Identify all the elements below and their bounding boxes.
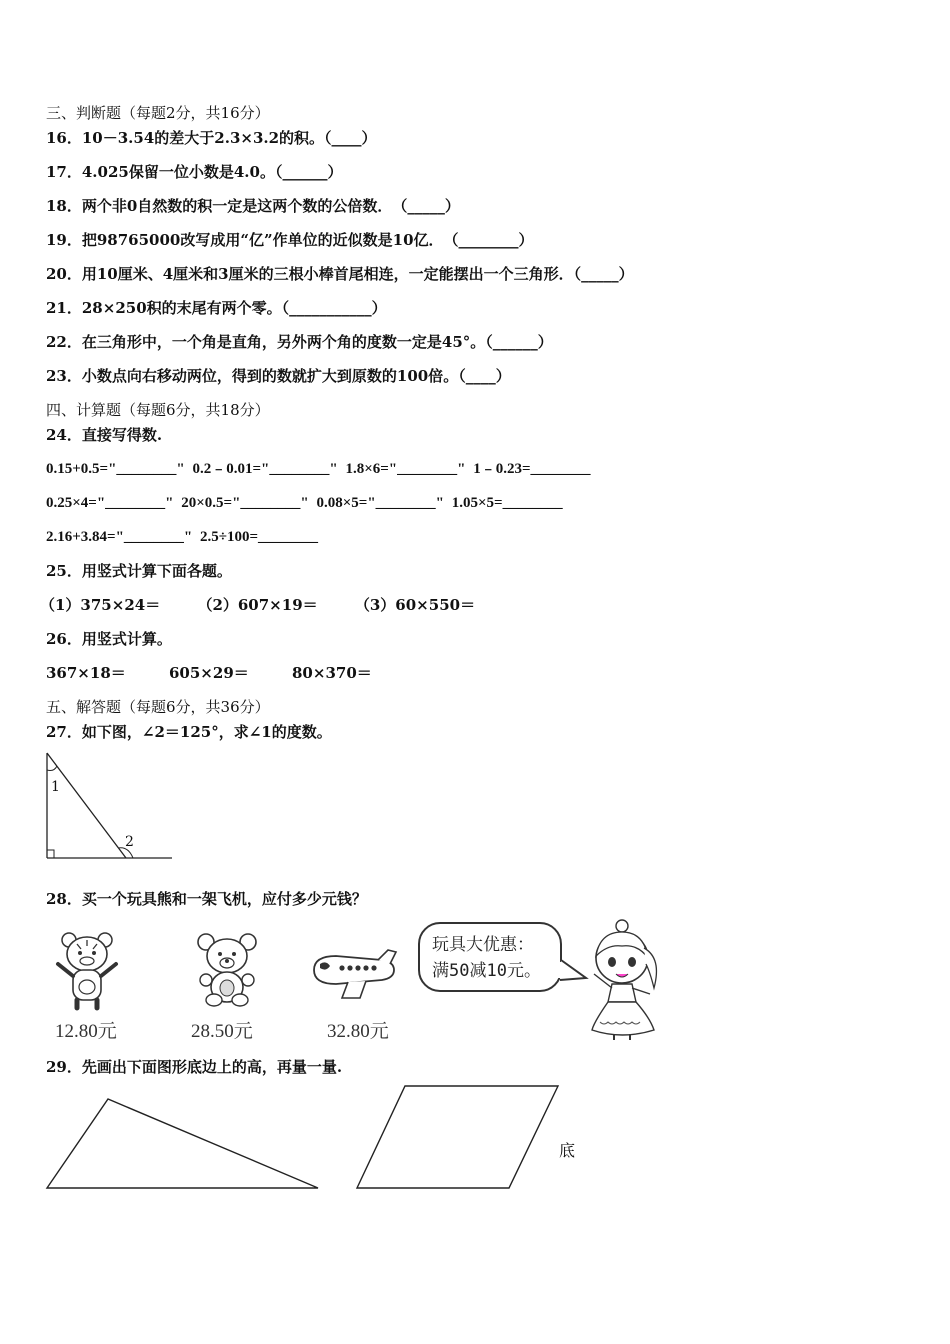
girl-illustration bbox=[578, 918, 676, 1042]
section3-title: 三、判断题（每题2分，共16分） bbox=[46, 104, 270, 122]
question-27: 27．如下图，∠2＝125°，求∠1的度数。 bbox=[46, 723, 332, 741]
question-19: 19．把98765000改写成用“亿”作单位的近似数是10亿． （________） bbox=[46, 231, 534, 249]
calc-item: 2.5÷100=________ bbox=[200, 529, 319, 545]
calc-item: 2.16+3.84="________" bbox=[46, 529, 193, 545]
calc-item: 20×0.5="________" bbox=[181, 495, 309, 511]
angle-2-label: 2 bbox=[125, 834, 134, 850]
calc-item: 0.15+0.5="________" bbox=[46, 461, 185, 477]
question-29: 29．先画出下面图形底边上的高，再量一量. bbox=[46, 1058, 343, 1076]
question-20: 20．用10厘米、4厘米和3厘米的三根小棒首尾相连，一定能摆出一个三角形．（_____） bbox=[46, 265, 634, 283]
question-21: 21．28×250积的末尾有两个零。（___________） bbox=[46, 299, 387, 317]
base-label: 底 bbox=[559, 1141, 576, 1160]
question-22: 22．在三角形中，一个角是直角，另外两个角的度数一定是45°。（______） bbox=[46, 333, 553, 351]
bubble-line-1: 玩具大优惠： bbox=[432, 935, 534, 955]
q25-items bbox=[40, 595, 507, 615]
calc-item: 0.25×4="________" bbox=[46, 495, 174, 511]
parallelogram-figure bbox=[354, 1082, 564, 1194]
question-23: 23．小数点向右移动两位，得到的数就扩大到原数的100倍。（____） bbox=[46, 367, 511, 385]
angle-1-label: 1 bbox=[51, 779, 60, 795]
question-28: 28．买一个玩具熊和一架飞机，应付多少元钱？ bbox=[46, 890, 367, 908]
bubble-line-2: 满50减10元。 bbox=[432, 961, 541, 981]
q27-triangle-figure bbox=[40, 750, 180, 865]
calc-row-1 bbox=[46, 459, 623, 479]
calc-item: 0.2﹣0.01="________" bbox=[192, 461, 338, 477]
question-16: 16．10－3.54的差大于2.3×3.2的积。（____） bbox=[46, 129, 377, 147]
price-tiger: 12.80元 bbox=[55, 1021, 117, 1042]
question-18: 18．两个非0自然数的积一定是这两个数的公倍数． （_____） bbox=[46, 197, 460, 215]
airplane-toy-icon bbox=[308, 948, 400, 1002]
q26-item: 367×18＝ bbox=[46, 664, 126, 682]
section5-title: 五、解答题（每题6分，共36分） bbox=[46, 698, 270, 716]
obtuse-triangle-figure bbox=[44, 1094, 324, 1194]
question-25: 25．用竖式计算下面各题。 bbox=[46, 562, 232, 580]
price-airplane: 32.80元 bbox=[327, 1021, 389, 1042]
calc-row-2 bbox=[46, 493, 595, 513]
q26-item: 80×370＝ bbox=[292, 664, 372, 682]
calc-item: 1.05×5=________ bbox=[451, 495, 563, 511]
tiger-toy-icon bbox=[52, 930, 122, 1010]
calc-item: 1﹣0.23=________ bbox=[473, 461, 591, 477]
question-17: 17．4.025保留一位小数是4.0。（______） bbox=[46, 163, 343, 181]
speech-bubble bbox=[418, 922, 562, 992]
question-24: 24．直接写得数. bbox=[46, 426, 163, 444]
price-bear: 28.50元 bbox=[191, 1021, 253, 1042]
question-26: 26．用竖式计算。 bbox=[46, 630, 172, 648]
q25-item: （3）60×550＝ bbox=[354, 596, 476, 614]
calc-item: 1.8×6="________" bbox=[345, 461, 466, 477]
q25-item: （1）375×24＝ bbox=[40, 596, 161, 614]
calc-item: 0.08×5="________" bbox=[316, 495, 444, 511]
q26-item: 605×29＝ bbox=[169, 664, 249, 682]
teddy-bear-toy-icon bbox=[192, 932, 262, 1008]
q25-item: （2）607×19＝ bbox=[197, 596, 318, 614]
section4-title: 四、计算题（每题6分，共18分） bbox=[46, 401, 270, 419]
q26-items bbox=[46, 663, 404, 683]
calc-row-3 bbox=[46, 527, 350, 547]
